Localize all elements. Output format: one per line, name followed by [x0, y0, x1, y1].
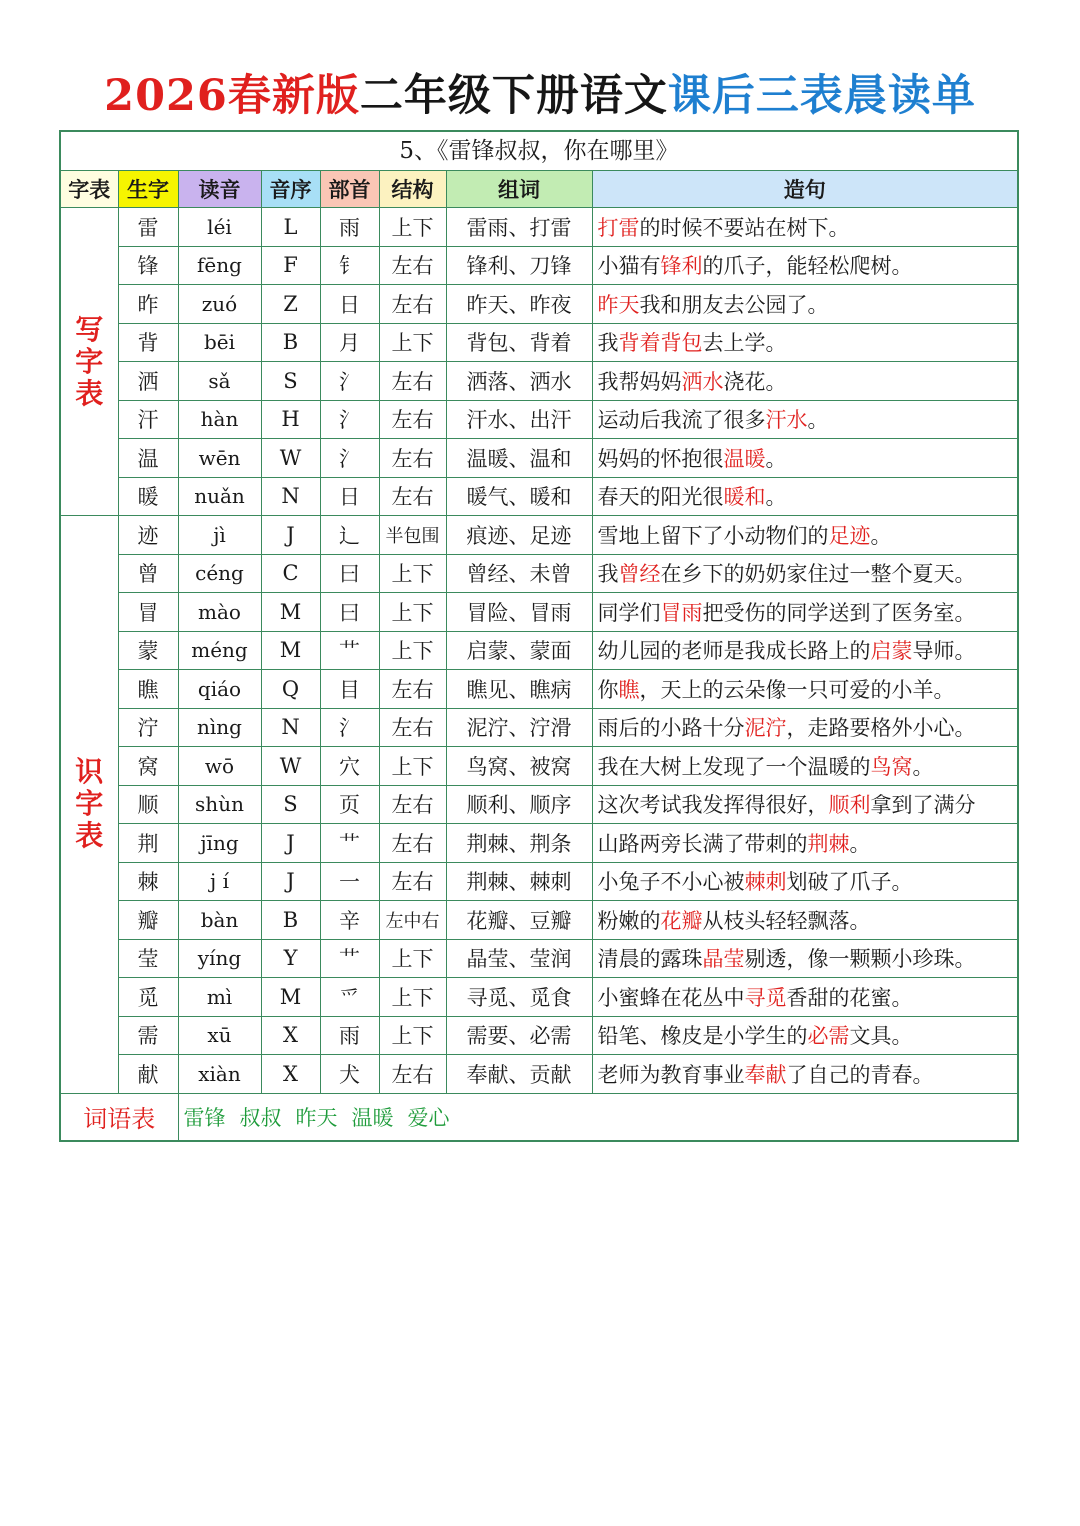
table-row: [61, 516, 1017, 555]
structure-cell: 上下: [379, 323, 446, 362]
sentence-highlight: 洒水: [681, 369, 724, 394]
sentence-post: 把受伤的同学送到了医务室。: [702, 600, 976, 625]
table-row: [61, 208, 1017, 247]
sentence-cell: [592, 862, 1017, 901]
sentence-highlight: 必需: [807, 1024, 850, 1049]
table-row: [61, 824, 1017, 863]
radical-cell: 爫: [320, 978, 379, 1017]
char-cell: 锋: [118, 246, 178, 285]
words-cell: 晶莹、莹润: [446, 939, 592, 978]
sentence-highlight: 瞧: [618, 677, 640, 702]
sentence-cell: [592, 978, 1017, 1017]
header-bushou: 部首: [320, 171, 379, 208]
character-table: [61, 171, 1017, 1140]
group-label: [61, 208, 118, 516]
header-duyin: 读音: [178, 171, 261, 208]
header-row: [61, 171, 1017, 208]
group-label-vertical: 写字表: [75, 312, 104, 410]
table-row: [61, 708, 1017, 747]
words-cell: 鸟窝、被窝: [446, 747, 592, 786]
pinyin-cell: jì: [178, 516, 261, 555]
vocab-word: 爱心: [407, 1105, 450, 1130]
structure-cell: 左右: [379, 477, 446, 516]
title-part-1: 2026春新版: [104, 71, 360, 121]
pinyin-cell: nìng: [178, 708, 261, 747]
sentence-post: 。: [807, 408, 829, 433]
pinyin-cell: j í: [178, 862, 261, 901]
pinyin-cell: sǎ: [178, 362, 261, 401]
vocab-label: 词语表: [61, 1093, 178, 1140]
initial-cell: S: [261, 785, 320, 824]
initial-cell: M: [261, 593, 320, 632]
sentence-pre: 山路两旁长满了带刺的: [597, 831, 808, 856]
radical-cell: 氵: [320, 400, 379, 439]
initial-cell: B: [261, 901, 320, 940]
sentence-pre: 老师为教育事业: [597, 1062, 745, 1087]
char-cell: 曾: [118, 554, 178, 593]
radical-cell: 日: [320, 285, 379, 324]
sentence-highlight: 棘刺: [744, 870, 787, 895]
structure-cell: 左右: [379, 362, 446, 401]
sentence-pre: 你: [597, 677, 619, 702]
header-yinxu: 音序: [261, 171, 320, 208]
group-label: [61, 516, 118, 1094]
sentence-pre: 同学们: [597, 600, 661, 625]
words-cell: 荆棘、棘刺: [446, 862, 592, 901]
sentence-highlight: 暖和: [723, 485, 766, 510]
sentence-post: 的爪子，能轻松爬树。: [702, 254, 913, 279]
header-zibiao: 字表: [61, 171, 118, 208]
sentence-cell: [592, 554, 1017, 593]
sentence-pre: 铅笔、橡皮是小学生的: [597, 1024, 808, 1049]
sentence-post: 在乡下的奶奶家住过一整个夏天。: [660, 562, 976, 587]
sentence-cell: [592, 516, 1017, 555]
initial-cell: W: [261, 439, 320, 478]
header-jiegou: 结构: [379, 171, 446, 208]
sentence-cell: [592, 1055, 1017, 1094]
vocab-list: [178, 1093, 1017, 1140]
structure-cell: 上下: [379, 593, 446, 632]
initial-cell: B: [261, 323, 320, 362]
header-zuci: 组词: [446, 171, 592, 208]
pinyin-cell: fēng: [178, 246, 261, 285]
sentence-pre: 幼儿园的老师是我成长路上的: [597, 639, 871, 664]
radical-cell: 辶: [320, 516, 379, 555]
words-cell: 洒落、洒水: [446, 362, 592, 401]
sentence-post: 我和朋友去公园了。: [639, 292, 829, 317]
sentence-highlight: 锋利: [660, 254, 703, 279]
sentence-pre: 雨后的小路十分: [597, 716, 745, 741]
sentence-pre: 妈妈的怀抱很: [597, 446, 724, 471]
header-shengzi: 生字: [118, 171, 178, 208]
sentence-cell: [592, 670, 1017, 709]
vocab-word: 叔叔: [239, 1105, 282, 1130]
sentence-highlight: 背着背包: [618, 331, 703, 356]
words-cell: 汗水、出汗: [446, 400, 592, 439]
sentence-cell: [592, 901, 1017, 940]
header-zaoju: 造句: [592, 171, 1017, 208]
table-row: [61, 439, 1017, 478]
table-row: [61, 362, 1017, 401]
structure-cell: 左右: [379, 1055, 446, 1094]
initial-cell: Z: [261, 285, 320, 324]
sentence-cell: [592, 824, 1017, 863]
char-cell: 泞: [118, 708, 178, 747]
pinyin-cell: yíng: [178, 939, 261, 978]
sentence-cell: [592, 400, 1017, 439]
char-cell: 棘: [118, 862, 178, 901]
table-row: [61, 246, 1017, 285]
sentence-highlight: 曾经: [618, 562, 661, 587]
table-row: [61, 323, 1017, 362]
pinyin-cell: xiàn: [178, 1055, 261, 1094]
initial-cell: X: [261, 1016, 320, 1055]
sentence-post: 。: [849, 831, 871, 856]
radical-cell: 曰: [320, 593, 379, 632]
sentence-highlight: 足迹: [828, 523, 871, 548]
pinyin-cell: léi: [178, 208, 261, 247]
title-part-2: 二年级下册语文: [359, 71, 668, 121]
reading-sheet: [59, 130, 1019, 1142]
radical-cell: 钅: [320, 246, 379, 285]
char-cell: 雷: [118, 208, 178, 247]
char-cell: 迹: [118, 516, 178, 555]
pinyin-cell: xū: [178, 1016, 261, 1055]
sentence-pre: 雪地上留下了小动物们的: [597, 523, 829, 548]
pinyin-cell: wō: [178, 747, 261, 786]
initial-cell: J: [261, 862, 320, 901]
radical-cell: 氵: [320, 362, 379, 401]
sentence-cell: [592, 1016, 1017, 1055]
vocab-word: 昨天: [295, 1105, 338, 1130]
sentence-pre: 清晨的露珠: [597, 947, 703, 972]
structure-cell: 左右: [379, 785, 446, 824]
sentence-highlight: 鸟窝: [870, 754, 913, 779]
sentence-post: 划破了爪子。: [786, 870, 913, 895]
pinyin-cell: jīng: [178, 824, 261, 863]
words-cell: 曾经、未曾: [446, 554, 592, 593]
sentence-pre: 我: [597, 331, 619, 356]
initial-cell: Y: [261, 939, 320, 978]
sentence-highlight: 顺利: [828, 793, 871, 818]
vocab-word: 温暖: [351, 1105, 394, 1130]
initial-cell: S: [261, 362, 320, 401]
sentence-cell: [592, 208, 1017, 247]
words-cell: 冒险、冒雨: [446, 593, 592, 632]
lesson-title: 5、《雷锋叔叔，你在哪里》: [61, 132, 1017, 171]
sentence-cell: [592, 323, 1017, 362]
pinyin-cell: nuǎn: [178, 477, 261, 516]
table-row: [61, 670, 1017, 709]
group-label-vertical: 识字表: [75, 755, 104, 853]
structure-cell: 上下: [379, 631, 446, 670]
sentence-highlight: 晶莹: [702, 947, 745, 972]
sentence-pre: 粉嫩的: [597, 908, 661, 933]
structure-cell: 左右: [379, 285, 446, 324]
structure-cell: 上下: [379, 939, 446, 978]
words-cell: 昨天、昨夜: [446, 285, 592, 324]
sentence-post: 导师。: [912, 639, 976, 664]
initial-cell: N: [261, 477, 320, 516]
char-cell: 蒙: [118, 631, 178, 670]
words-cell: 奉献、贡献: [446, 1055, 592, 1094]
radical-cell: 一: [320, 862, 379, 901]
initial-cell: H: [261, 400, 320, 439]
sentence-highlight: 启蒙: [870, 639, 913, 664]
sentence-post: ，天上的云朵像一只可爱的小羊。: [639, 677, 955, 702]
sentence-highlight: 打雷: [597, 215, 640, 240]
radical-cell: 穴: [320, 747, 379, 786]
structure-cell: 上下: [379, 208, 446, 247]
sentence-cell: [592, 708, 1017, 747]
structure-cell: 左右: [379, 246, 446, 285]
char-cell: 冒: [118, 593, 178, 632]
structure-cell: 半包围: [379, 516, 446, 555]
sentence-post: 。: [912, 754, 934, 779]
sentence-post: 。: [765, 485, 787, 510]
radical-cell: 月: [320, 323, 379, 362]
char-cell: 顺: [118, 785, 178, 824]
sentence-post: 的时候不要站在树下。: [639, 215, 850, 240]
initial-cell: F: [261, 246, 320, 285]
sentence-cell: [592, 246, 1017, 285]
char-cell: 荆: [118, 824, 178, 863]
sentence-cell: [592, 631, 1017, 670]
sentence-cell: [592, 362, 1017, 401]
words-cell: 痕迹、足迹: [446, 516, 592, 555]
page-title: [0, 62, 1080, 122]
words-cell: 温暖、温和: [446, 439, 592, 478]
structure-cell: 左右: [379, 824, 446, 863]
sentence-post: 从枝头轻轻飘落。: [702, 908, 871, 933]
words-cell: 雷雨、打雷: [446, 208, 592, 247]
pinyin-cell: mào: [178, 593, 261, 632]
sentence-highlight: 荆棘: [807, 831, 850, 856]
pinyin-cell: zuó: [178, 285, 261, 324]
table-row: [61, 747, 1017, 786]
sentence-pre: 我: [597, 562, 619, 587]
radical-cell: 雨: [320, 208, 379, 247]
words-cell: 荆棘、荆条: [446, 824, 592, 863]
char-cell: 窝: [118, 747, 178, 786]
pinyin-cell: bēi: [178, 323, 261, 362]
sentence-highlight: 冒雨: [660, 600, 703, 625]
radical-cell: 犬: [320, 1055, 379, 1094]
words-cell: 暖气、暖和: [446, 477, 592, 516]
initial-cell: L: [261, 208, 320, 247]
radical-cell: 艹: [320, 939, 379, 978]
char-cell: 需: [118, 1016, 178, 1055]
pinyin-cell: hàn: [178, 400, 261, 439]
sentence-highlight: 昨天: [597, 292, 640, 317]
sentence-cell: [592, 593, 1017, 632]
char-cell: 洒: [118, 362, 178, 401]
radical-cell: 艹: [320, 824, 379, 863]
words-cell: 寻觅、觅食: [446, 978, 592, 1017]
structure-cell: 左右: [379, 670, 446, 709]
radical-cell: 曰: [320, 554, 379, 593]
structure-cell: 上下: [379, 1016, 446, 1055]
sentence-cell: [592, 747, 1017, 786]
structure-cell: 左中右: [379, 901, 446, 940]
pinyin-cell: céng: [178, 554, 261, 593]
title-part-3: 课后三表晨读单: [667, 71, 976, 121]
structure-cell: 左右: [379, 439, 446, 478]
sentence-cell: [592, 477, 1017, 516]
sentence-post: 。: [765, 446, 787, 471]
table-row: [61, 477, 1017, 516]
sentence-cell: [592, 939, 1017, 978]
sentence-cell: [592, 439, 1017, 478]
structure-cell: 上下: [379, 747, 446, 786]
pinyin-cell: wēn: [178, 439, 261, 478]
char-cell: 汗: [118, 400, 178, 439]
initial-cell: M: [261, 631, 320, 670]
initial-cell: M: [261, 978, 320, 1017]
sentence-pre: 小猫有: [597, 254, 661, 279]
radical-cell: 氵: [320, 708, 379, 747]
table-row: [61, 285, 1017, 324]
sentence-post: 拿到了满分: [870, 793, 976, 818]
structure-cell: 左右: [379, 400, 446, 439]
sentence-cell: [592, 285, 1017, 324]
sentence-post: 了自己的青春。: [786, 1062, 934, 1087]
table-row: [61, 400, 1017, 439]
sentence-pre: 我帮妈妈: [597, 369, 682, 394]
radical-cell: 页: [320, 785, 379, 824]
char-cell: 觅: [118, 978, 178, 1017]
initial-cell: X: [261, 1055, 320, 1094]
table-row: [61, 631, 1017, 670]
pinyin-cell: qiáo: [178, 670, 261, 709]
radical-cell: 目: [320, 670, 379, 709]
words-cell: 背包、背着: [446, 323, 592, 362]
words-cell: 顺利、顺序: [446, 785, 592, 824]
initial-cell: C: [261, 554, 320, 593]
structure-cell: 上下: [379, 554, 446, 593]
table-row: [61, 1055, 1017, 1094]
table-row: [61, 785, 1017, 824]
radical-cell: 艹: [320, 631, 379, 670]
char-cell: 瞧: [118, 670, 178, 709]
char-cell: 温: [118, 439, 178, 478]
sentence-post: 文具。: [849, 1024, 913, 1049]
initial-cell: N: [261, 708, 320, 747]
char-cell: 献: [118, 1055, 178, 1094]
table-row: [61, 939, 1017, 978]
char-cell: 莹: [118, 939, 178, 978]
sentence-post: 浇花。: [723, 369, 787, 394]
words-cell: 启蒙、蒙面: [446, 631, 592, 670]
vocab-row: [61, 1093, 1017, 1140]
initial-cell: W: [261, 747, 320, 786]
sentence-post: 去上学。: [702, 331, 787, 356]
sentence-pre: 这次考试我发挥得很好，: [597, 793, 829, 818]
sentence-post: ，走路要格外小心。: [786, 716, 976, 741]
pinyin-cell: shùn: [178, 785, 261, 824]
initial-cell: Q: [261, 670, 320, 709]
sentence-post: 香甜的花蜜。: [786, 985, 913, 1010]
table-row: [61, 978, 1017, 1017]
char-cell: 昨: [118, 285, 178, 324]
vocab-word: 雷锋: [183, 1105, 226, 1130]
char-cell: 背: [118, 323, 178, 362]
sentence-cell: [592, 785, 1017, 824]
sentence-pre: 小蜜蜂在花丛中: [597, 985, 745, 1010]
sentence-pre: 春天的阳光很: [597, 485, 724, 510]
sentence-pre: 我在大树上发现了一个温暖的: [597, 754, 871, 779]
pinyin-cell: bàn: [178, 901, 261, 940]
sentence-pre: 小兔子不小心被: [597, 870, 745, 895]
initial-cell: J: [261, 516, 320, 555]
table-row: [61, 901, 1017, 940]
words-cell: 需要、必需: [446, 1016, 592, 1055]
sentence-highlight: 花瓣: [660, 908, 703, 933]
table-row: [61, 593, 1017, 632]
sentence-pre: 运动后我流了很多: [597, 408, 766, 433]
radical-cell: 雨: [320, 1016, 379, 1055]
structure-cell: 左右: [379, 862, 446, 901]
table-row: [61, 554, 1017, 593]
table-row: [61, 862, 1017, 901]
sentence-highlight: 汗水: [765, 408, 808, 433]
structure-cell: 上下: [379, 978, 446, 1017]
words-cell: 泥泞、泞滑: [446, 708, 592, 747]
structure-cell: 左右: [379, 708, 446, 747]
radical-cell: 日: [320, 477, 379, 516]
sentence-highlight: 寻觅: [744, 985, 787, 1010]
sentence-highlight: 奉献: [744, 1062, 787, 1087]
sentence-post: 。: [870, 523, 892, 548]
sentence-highlight: 温暖: [723, 446, 766, 471]
words-cell: 锋利、刀锋: [446, 246, 592, 285]
words-cell: 瞧见、瞧病: [446, 670, 592, 709]
table-row: [61, 1016, 1017, 1055]
char-cell: 暖: [118, 477, 178, 516]
char-cell: 瓣: [118, 901, 178, 940]
sentence-highlight: 泥泞: [744, 716, 787, 741]
radical-cell: 辛: [320, 901, 379, 940]
pinyin-cell: méng: [178, 631, 261, 670]
radical-cell: 氵: [320, 439, 379, 478]
words-cell: 花瓣、豆瓣: [446, 901, 592, 940]
pinyin-cell: mì: [178, 978, 261, 1017]
sentence-post: 剔透，像一颗颗小珍珠。: [744, 947, 976, 972]
initial-cell: J: [261, 824, 320, 863]
